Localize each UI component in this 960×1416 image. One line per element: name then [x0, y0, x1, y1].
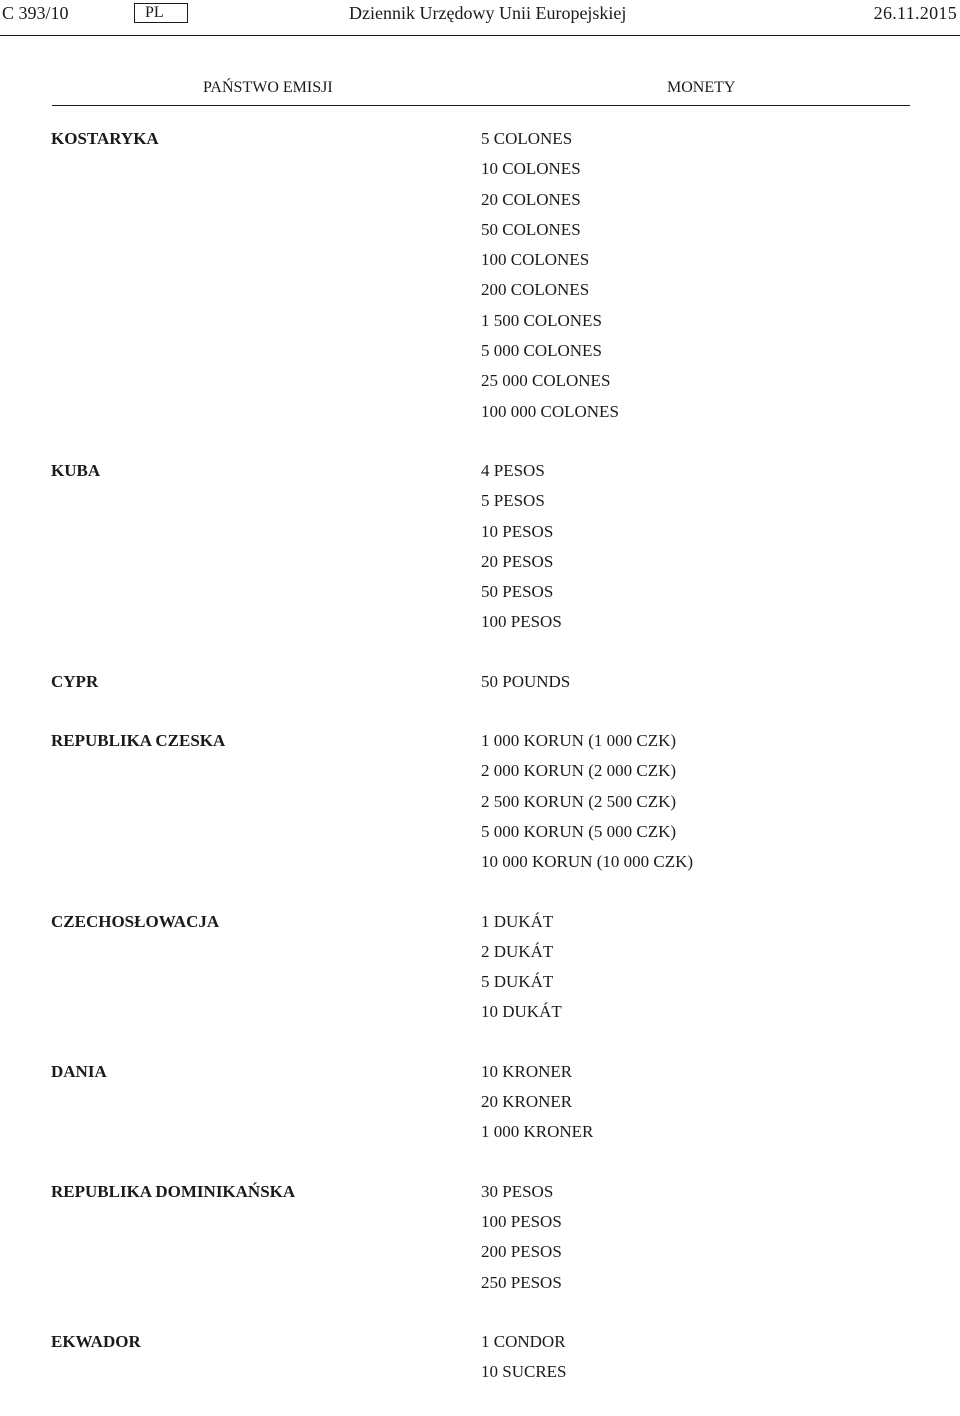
coin-item: 100 PESOS — [481, 612, 562, 632]
journal-title: Dziennik Urzędowy Unii Europejskiej — [349, 3, 627, 23]
coin-item: 100 000 COLONES — [481, 401, 619, 421]
table-row — [0, 124, 960, 427]
header-divider — [0, 35, 960, 36]
coin-table — [0, 124, 960, 1416]
column-header-divider — [52, 105, 910, 106]
coin-item: 20 COLONES — [481, 189, 581, 209]
coin-list — [481, 1327, 960, 1388]
coin-item: 1 000 KRONER — [481, 1122, 594, 1142]
coin-list — [481, 456, 960, 638]
coin-item: 250 PESOS — [481, 1272, 562, 1292]
coin-item: 2 000 KORUN (2 000 CZK) — [481, 761, 677, 781]
coin-item: 1 DUKÁT — [481, 911, 554, 931]
coin-item: 1 500 COLONES — [481, 310, 602, 330]
country-name: CZECHOSŁOWACJA — [51, 911, 220, 931]
country-name: KOSTARYKA — [51, 129, 159, 148]
table-row — [0, 1327, 960, 1388]
coin-list — [481, 1057, 960, 1148]
coin-item: 10 COLONES — [481, 159, 581, 179]
column-header-coins: MONETY — [667, 79, 736, 96]
coin-item: 5 000 COLONES — [481, 341, 602, 361]
coin-item: 50 POUNDS — [481, 671, 571, 691]
coin-item: 5 DUKÁT — [481, 972, 554, 992]
coin-item: 10 KRONER — [481, 1061, 573, 1081]
table-row — [0, 1177, 960, 1298]
coin-item: 1 000 KORUN (1 000 CZK) — [481, 731, 677, 751]
coin-item: 30 PESOS — [481, 1181, 554, 1201]
coin-item: 4 PESOS — [481, 460, 545, 480]
coin-item: 2 DUKÁT — [481, 941, 554, 961]
language-badge: PL — [134, 3, 188, 23]
coin-item: 10 DUKÁT — [481, 1002, 562, 1022]
table-row — [0, 456, 960, 638]
country-name: KUBA — [51, 460, 101, 480]
country-name: DANIA — [51, 1061, 107, 1081]
country-name: CYPR — [51, 671, 99, 691]
coin-item: 10 SUCRES — [481, 1362, 567, 1382]
coin-item: 200 COLONES — [481, 280, 590, 300]
publication-date: 26.11.2015 — [873, 3, 957, 23]
coin-list — [481, 726, 960, 877]
coin-item: 50 PESOS — [481, 582, 554, 602]
coin-item: 10 PESOS — [481, 521, 554, 541]
coin-list — [481, 667, 960, 697]
coin-item: 5 PESOS — [481, 491, 545, 511]
table-row — [0, 726, 960, 877]
column-header-country: PAŃSTWO EMISJI — [203, 79, 333, 96]
coin-item: 25 000 COLONES — [481, 371, 611, 391]
journal-reference: C 393/10 — [2, 3, 69, 23]
coin-list — [481, 907, 960, 1028]
coin-item: 200 PESOS — [481, 1242, 562, 1262]
country-name: REPUBLIKA DOMINIKAŃSKA — [51, 1181, 296, 1201]
coin-item: 100 COLONES — [481, 250, 590, 270]
coin-list — [481, 124, 960, 427]
country-name: REPUBLIKA CZESKA — [51, 731, 226, 751]
table-row — [0, 667, 960, 697]
coin-item: 20 KRONER — [481, 1092, 573, 1112]
coin-item: 5 000 KORUN (5 000 CZK) — [481, 821, 677, 841]
coin-item: 2 500 KORUN (2 500 CZK) — [481, 791, 677, 811]
coin-item: 10 000 KORUN (10 000 CZK) — [481, 852, 694, 872]
table-row — [0, 907, 960, 1028]
country-name: EKWADOR — [51, 1331, 141, 1351]
coin-item: 50 COLONES — [481, 219, 581, 239]
coin-item: 5 COLONES — [481, 129, 573, 148]
coin-item: 1 CONDOR — [481, 1331, 566, 1351]
coin-item: 20 PESOS — [481, 551, 554, 571]
coin-list — [481, 1177, 960, 1298]
page-header — [0, 0, 960, 34]
coin-item: 100 PESOS — [481, 1211, 562, 1231]
table-row — [0, 1057, 960, 1148]
